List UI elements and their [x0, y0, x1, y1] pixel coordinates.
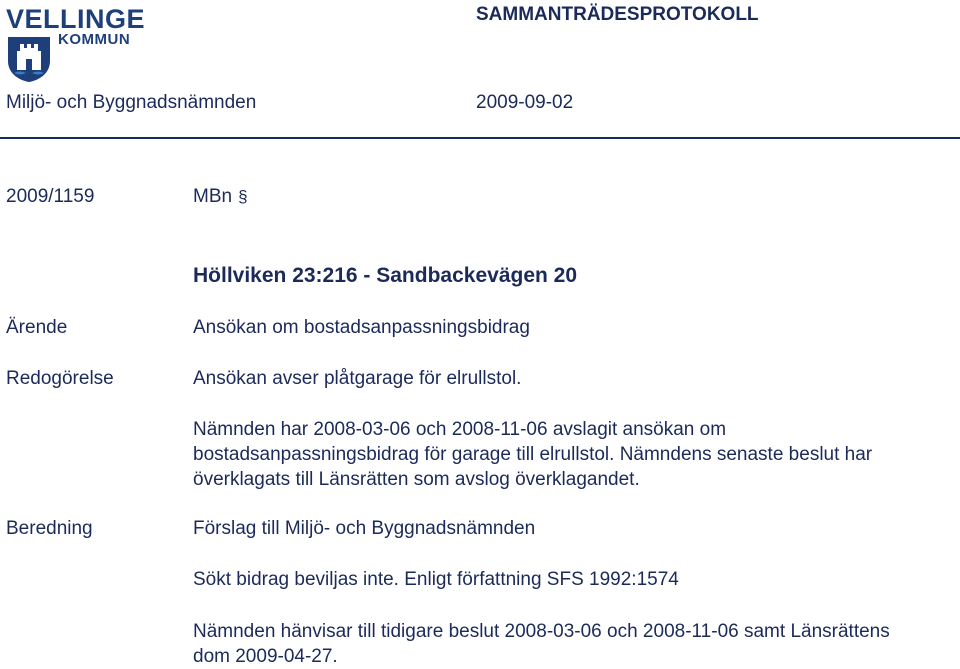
beredning-label: Beredning: [6, 518, 93, 539]
redogorelse-text: Ansökan avser plåtgarage för elrullstol.: [193, 368, 522, 389]
header-divider: [0, 137, 960, 139]
proposal-text: Sökt bidrag beviljas inte. Enligt författning SFS 1992:1574: [193, 569, 679, 590]
redogorelse-label: Redogörelse: [6, 368, 114, 389]
logo-subtitle: KOMMUN: [58, 31, 131, 48]
case-number: 2009/1159: [6, 186, 95, 207]
arende-label: Ärende: [6, 317, 68, 338]
case-unit: [193, 186, 248, 208]
meeting-date: 2009-09-02: [476, 92, 574, 113]
page-title: Höllviken 23:216 - Sandbackevägen 20: [193, 264, 578, 287]
redogorelse-paragraph: Nämnden har 2008-03-06 och 2008-11-06 avslagit ansökan om bostadsanpassningsbidrag för garage till elrullstol. Nämndens senaste beslut har överklagats till Länsrätten som avslog överklagandet.: [193, 419, 873, 490]
vellinge-kommun-logo: [6, 4, 146, 82]
reference-paragraph: Nämnden hänvisar till tidigare beslut 2008-03-06 och 2008-11-06 samt Länsrättens dom 2009-04-27.: [193, 621, 890, 667]
municipal-crest-icon: [6, 35, 52, 83]
logo-wordmark: VELLINGE: [6, 4, 146, 34]
beredning-text: Förslag till Miljö- och Byggnadsnämnden: [193, 518, 536, 539]
arende-text: Ansökan om bostadsanpassningsbidrag: [193, 317, 530, 338]
paragraph-mark: §: [238, 187, 248, 206]
document-type-title: SAMMANTRÄDESPROTOKOLL: [476, 4, 759, 25]
organization-name: Miljö- och Byggnadsnämnden: [6, 92, 257, 113]
case-unit-label: MBn: [193, 186, 233, 207]
